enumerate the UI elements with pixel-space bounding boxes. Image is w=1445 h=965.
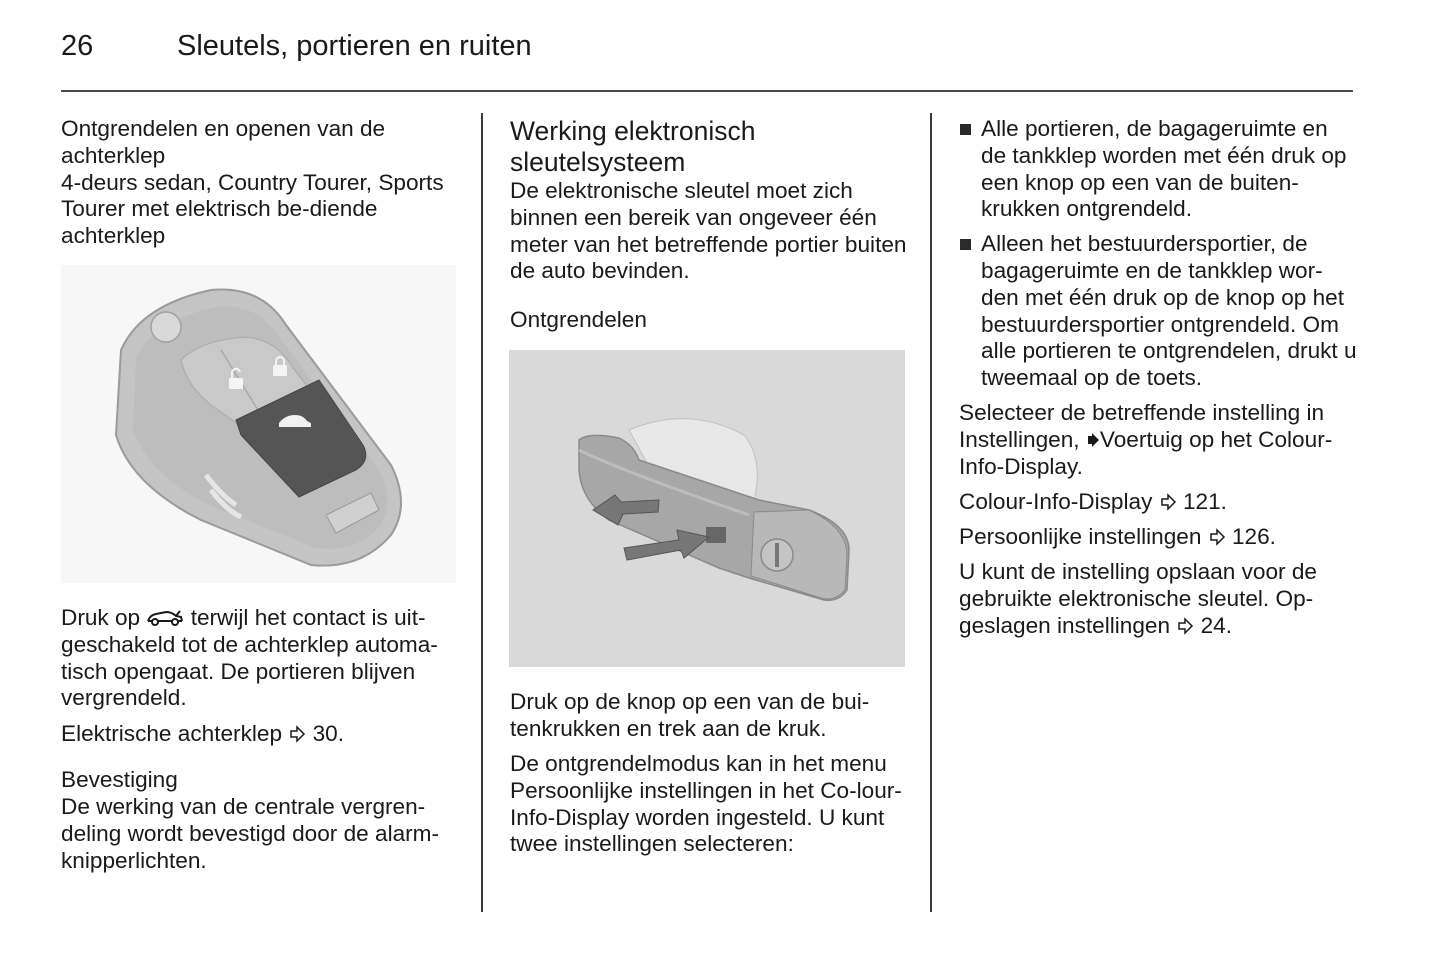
figure-remote-key — [61, 265, 456, 583]
column-divider-left — [481, 113, 483, 912]
page-reference-arrow-icon — [1176, 617, 1194, 635]
subheading-unlock: Ontgrendelen — [510, 307, 647, 333]
figure-door-handle — [509, 350, 905, 667]
car-tailgate-icon — [146, 609, 184, 627]
column-2-lower — [510, 689, 910, 867]
page-reference-arrow-icon — [288, 725, 306, 743]
page-number: 26 — [61, 30, 94, 62]
chapter-title: Sleutels, portieren en ruiten — [177, 30, 532, 62]
remote-key-illustration — [61, 265, 456, 583]
menu-arrow-icon — [1086, 432, 1100, 448]
xref-electric-tailgate[interactable]: Elektrische achterklep 30. — [61, 720, 345, 746]
subheading-confirmation: Bevestiging — [61, 767, 178, 793]
paragraph-key-range: De elektronische sleutel moet zich binnen een bereik van ongeveer één meter van het betreffende portier buiten de auto bevinden. — [510, 178, 907, 284]
option-driver-door: Alleen het bestuurdersportier, de bagageruimte en de tankklep wor-den met één druk op de knop op het bestuurdersportier ontgrendeld. Om alle portieren te ontgrendelen, drukt u tweemaal op de toets. — [959, 231, 1359, 392]
paragraph-press-tailgate: Druk op terwijl het contact is uit-geschakeld tot de achterklep automa-tisch opengaat. De portieren blijven vergrendeld. — [61, 605, 438, 711]
column-1 — [61, 116, 461, 258]
menu-path-vehicle[interactable]: Voertuig — [1099, 426, 1183, 452]
unlock-mode-options — [959, 116, 1359, 392]
paragraph-press-button: Druk op de knop op een van de bui-tenkrukken en trek aan de kruk. — [510, 689, 870, 741]
heading-models: 4-deurs sedan, Country Tourer, Sports Tourer met elektrisch be-diende achterklep — [61, 169, 444, 249]
xref-personal-settings[interactable]: Persoonlijke instellingen 126. — [959, 524, 1276, 550]
door-handle-illustration — [509, 350, 905, 667]
option-all-doors: Alle portieren, de bagageruimte en de tankklep worden met één druk op een knop op een van de buiten-krukken ontgrendeld. — [959, 116, 1359, 223]
menu-path-settings[interactable]: Instellingen, — [959, 426, 1080, 452]
paragraph-unlock-mode: De ontgrendelmodus kan in het menu Persoonlijke instellingen in het Co-lour-Info-Display worden ingesteld. U kunt twee instellingen selecteren: — [510, 751, 902, 857]
column-1-lower — [61, 605, 461, 883]
page-reference-arrow-icon — [1208, 528, 1226, 546]
column-3 — [959, 116, 1359, 648]
handle-button — [706, 527, 726, 543]
page-reference-arrow-icon — [1159, 493, 1177, 511]
heading-unlock-tailgate: Ontgrendelen en openen van de achterklep — [61, 116, 386, 168]
column-divider-right — [930, 113, 932, 912]
section-title-electronic-key: Werking elektronisch sleutelsysteem — [510, 116, 756, 177]
header-rule — [61, 90, 1353, 92]
xref-saved-settings[interactable]: 24. — [1200, 613, 1233, 639]
column-2 — [510, 116, 910, 342]
paragraph-confirmation: De werking van de centrale vergren-deling wordt bevestigd door de alarm-knipperlichten. — [61, 794, 440, 873]
xref-colour-info-display[interactable]: Colour-Info-Display 121. — [959, 488, 1227, 514]
paragraph-select-setting: Selecteer de betreffende instelling in Instellingen, Voertuig op het Colour-Info-Display. — [959, 399, 1333, 479]
paragraph-save-setting: U kunt de instelling opslaan voor de gebruikte elektronische sleutel. Op-geslagen instellingen 24. — [959, 559, 1317, 639]
